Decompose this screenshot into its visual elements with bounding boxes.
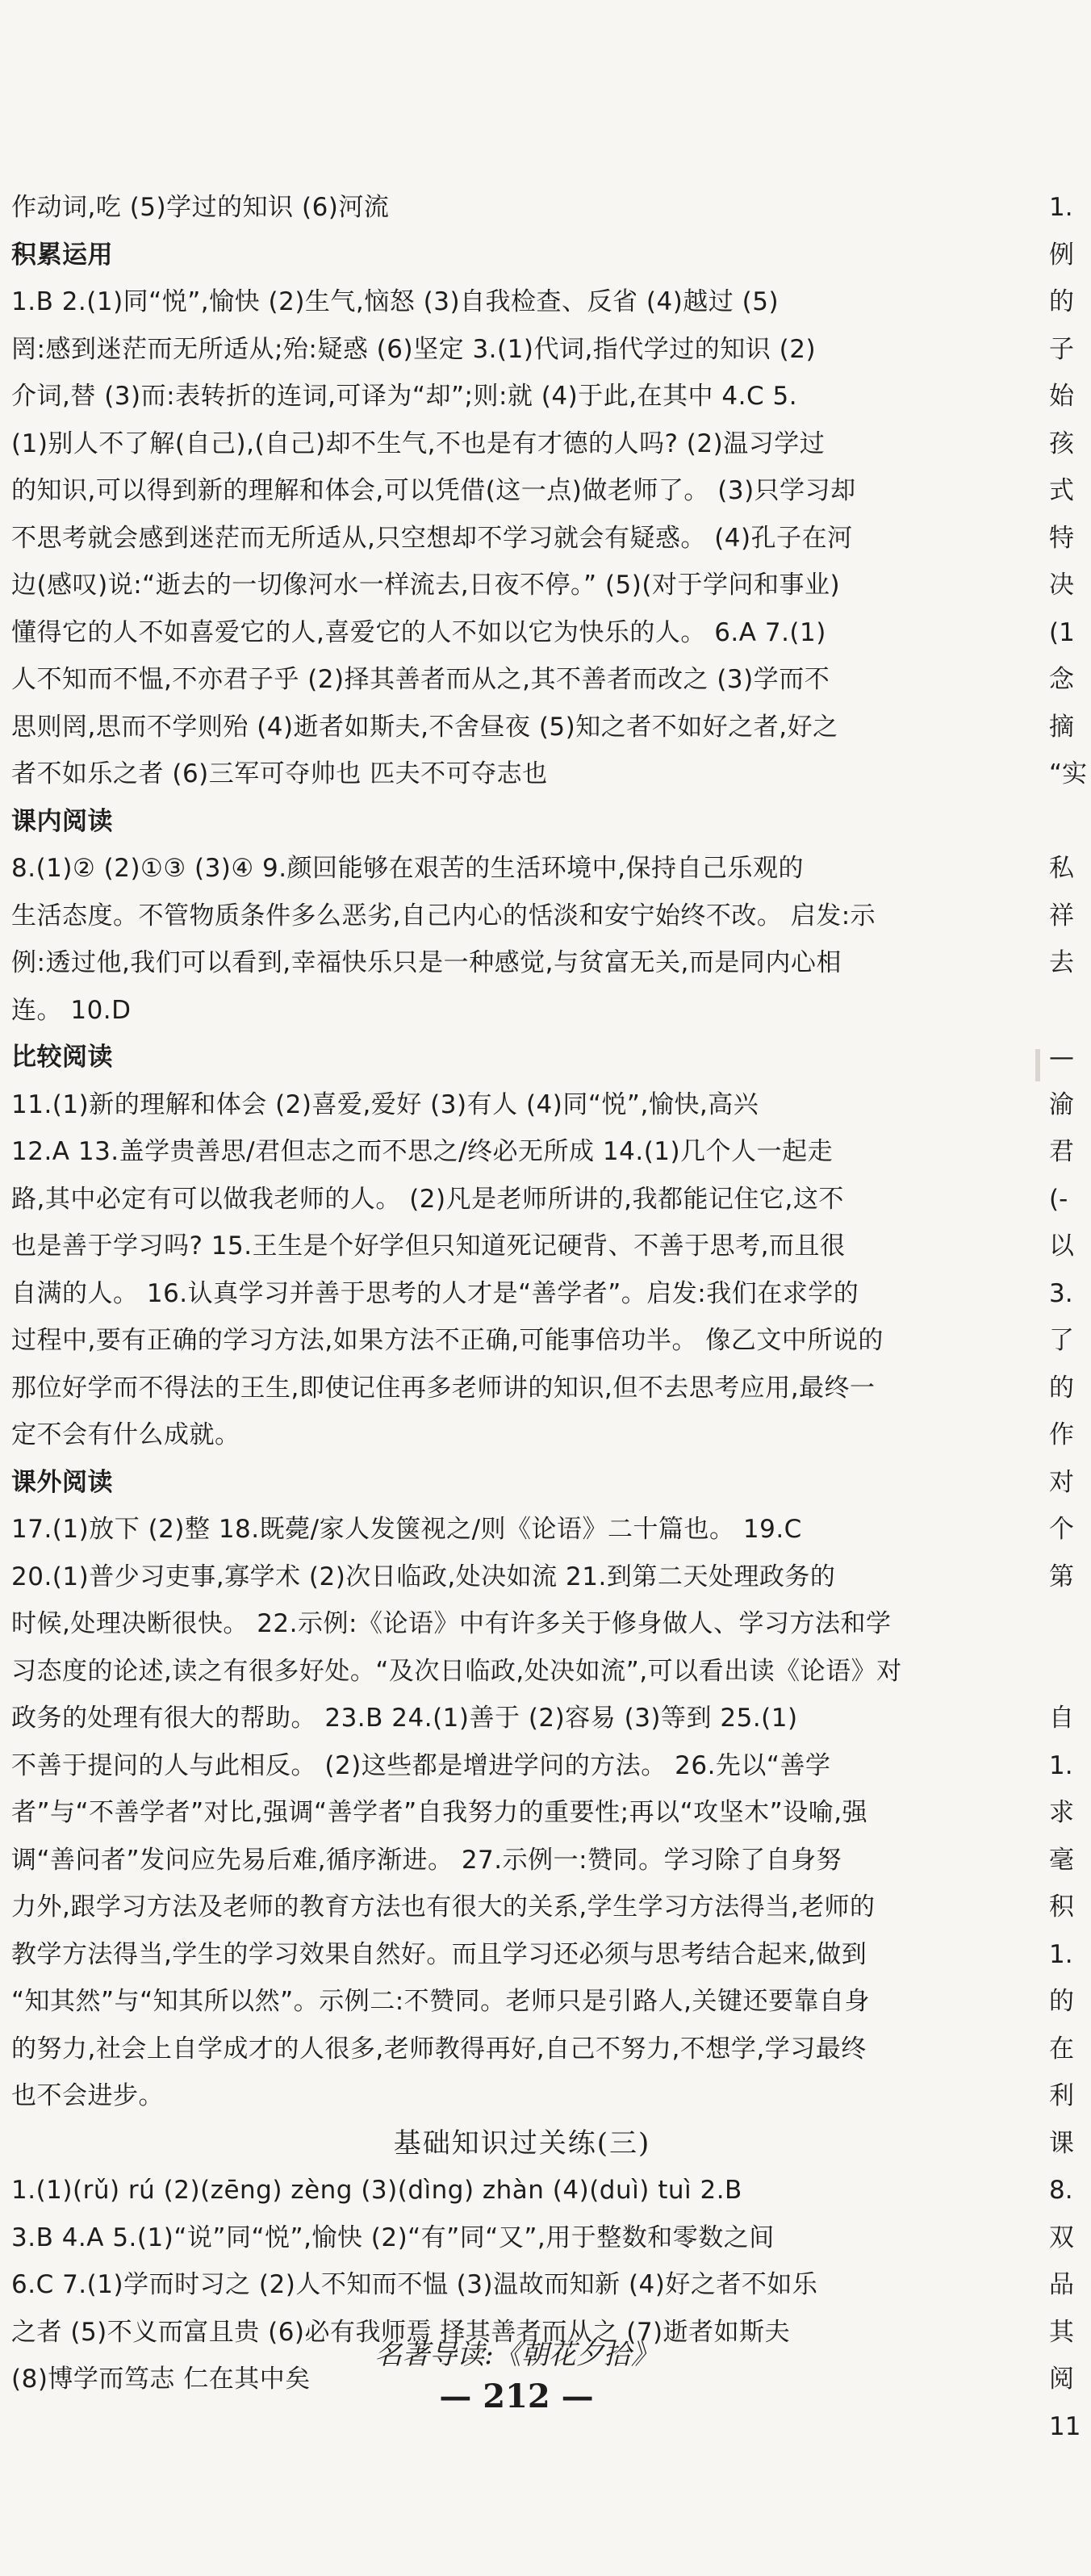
adjacent-page-fragment: 阅	[1049, 2365, 1074, 2394]
answer-line: 懂得它的人不如喜爱它的人,喜爱它的人不如以它为快乐的人。 6.A 7.(1)	[11, 617, 826, 647]
adjacent-page-fragment	[1049, 1600, 1091, 1648]
answer-line: “知其然”与“知其所以然”。示例二:不赞同。老师只是引路人,关键还要靠自身	[11, 1987, 871, 2016]
adjacent-page-fragment: 念	[1049, 665, 1074, 694]
adjacent-page-fragment: 第	[1049, 1562, 1074, 1591]
answer-line: 3.B 4.A 5.(1)“说”同“悦”,愉快 (2)“有”同“又”,用于整数和零数之间	[11, 2223, 775, 2252]
answer-line: 连。 10.D	[11, 995, 132, 1025]
answer-line: 17.(1)放下 (2)整 18.既薨/家人发箧视之/则《论语》二十篇也。 19.C	[11, 1515, 802, 1544]
adjacent-page-fragment: 的	[1049, 1373, 1074, 1403]
exercise-title: 基础知识过关练(三)	[393, 2126, 651, 2160]
adjacent-page-fragment: 11	[1049, 2411, 1081, 2441]
adjacent-page-fragment	[1049, 987, 1091, 1035]
answer-line: 介词,替 (3)而:表转折的连词,可译为“却”;则:就 (4)于此,在其中 4.C 5.	[11, 382, 798, 411]
adjacent-page-fragment: 祥	[1049, 901, 1074, 930]
answer-line: 作动词,吃 (5)学过的知识 (6)河流	[11, 193, 390, 222]
adjacent-page-fragment: 3.	[1049, 1278, 1073, 1308]
adjacent-page-fragment: 始	[1049, 382, 1074, 411]
answer-line: 例:透过他,我们可以看到,幸福快乐只是一种感觉,与贫富无关,而是同内心相	[11, 948, 842, 977]
answer-line: 教学方法得当,学生的学习效果自然好。而且学习还必须与思考结合起来,做到	[11, 1939, 867, 1969]
adjacent-page-fragment: 渝	[1049, 1089, 1074, 1119]
adjacent-page-fragment: (1	[1049, 617, 1075, 647]
adjacent-page-fragment: 其	[1049, 2317, 1074, 2347]
answer-line: 思则罔,思而不学则殆 (4)逝者如斯夫,不舍昼夜 (5)知之者不如好之者,好之	[11, 712, 838, 742]
adjacent-page-fragment: 求	[1049, 1798, 1074, 1827]
answer-line: 过程中,要有正确的学习方法,如果方法不正确,可能事倍功半。 像乙文中所说的	[11, 1326, 884, 1355]
adjacent-page-fragment: 以	[1049, 1232, 1074, 1261]
section-heading: 课外阅读	[11, 1467, 113, 1497]
footer-section-title: 名著导读:《朝花夕拾》	[374, 2339, 658, 2371]
adjacent-page-fragment: 8.	[1049, 2176, 1073, 2205]
page-number: — 212 —	[439, 2377, 594, 2415]
answer-line: 之者 (5)不义而富且贵 (6)必有我师焉 择其善者而从之 (7)逝者如斯夫	[11, 2317, 791, 2347]
answer-line: 那位好学而不得法的王生,即使记住再多老师讲的知识,但不去思考应用,最终一	[11, 1373, 876, 1403]
answer-line: 的努力,社会上自学成才的人很多,老师教得再好,自己不努力,不想学,学习最终	[11, 2034, 867, 2064]
answer-line: 8.(1)② (2)①③ (3)④ 9.颜回能够在艰苦的生活环境中,保持自己乐观的	[11, 854, 804, 883]
adjacent-page-fragment: 利	[1049, 2081, 1074, 2110]
adjacent-page-fragment: 的	[1049, 1987, 1074, 2016]
section-heading: 比较阅读	[11, 1043, 113, 1072]
adjacent-page-fragment: 孩	[1049, 429, 1074, 458]
answer-line: 6.C 7.(1)学而时习之 (2)人不知而不愠 (3)温故而知新 (4)好之者不如乐	[11, 2270, 818, 2299]
answer-line: 者”与“不善学者”对比,强调“善学者”自我努力的重要性;再以“攻坚木”设喻,强	[11, 1798, 868, 1827]
answer-line: 自满的人。 16.认真学习并善于思考的人才是“善学者”。启发:我们在求学的	[11, 1278, 859, 1308]
answer-line: 不思考就会感到迷茫而无所适从,只空想却不学习就会有疑惑。 (4)孔子在河	[11, 523, 853, 553]
adjacent-page-fragment: 式	[1049, 476, 1074, 505]
adjacent-page-fragment: 1.	[1049, 193, 1073, 222]
adjacent-page-fragment: (-	[1049, 1184, 1068, 1214]
adjacent-page-fragment: 毫	[1049, 1845, 1074, 1875]
adjacent-page-fragment: 决	[1049, 571, 1074, 600]
adjacent-page-fragment: —	[1049, 1043, 1074, 1072]
answer-line: 定不会有什么成就。	[11, 1420, 240, 1449]
adjacent-page-fragment: 作	[1049, 1420, 1074, 1449]
adjacent-page-fragment: 例	[1049, 240, 1074, 270]
adjacent-page-fragment: 在	[1049, 2034, 1074, 2064]
answer-line: 时候,处理决断很快。 22.示例:《论语》中有许多关于修身做人、学习方法和学	[11, 1609, 892, 1638]
answer-line: (8)博学而笃志 仁在其中矣	[11, 2365, 311, 2394]
adjacent-page-fragment: 子	[1049, 334, 1074, 364]
answer-line: 政务的处理有很大的帮助。 23.B 24.(1)善于 (2)容易 (3)等到 25.(1)	[11, 1704, 798, 1733]
adjacent-page-fragment: 对	[1049, 1467, 1074, 1497]
adjacent-page-fragment: 私	[1049, 854, 1074, 883]
answer-line: 20.(1)普少习吏事,寡学术 (2)次日临政,处决如流 21.到第二天处理政务的	[11, 1562, 836, 1591]
adjacent-page-fragment: 品	[1049, 2270, 1074, 2299]
answer-line: 12.A 13.盖学贵善思/君但志之而不思之/终必无所成 14.(1)几个人一起走	[11, 1137, 834, 1166]
section-heading: 积累运用	[11, 240, 113, 270]
adjacent-page-fragment	[1049, 1648, 1091, 1696]
answer-line: 1.B 2.(1)同“悦”,愉快 (2)生气,恼怒 (3)自我检查、反省 (4)越过 (5)	[11, 287, 780, 316]
answer-line: 人不知而不愠,不亦君子乎 (2)择其善者而从之,其不善者而改之 (3)学而不	[11, 665, 830, 694]
adjacent-page-fragment: 君	[1049, 1137, 1074, 1166]
adjacent-page-fragment: 自	[1049, 1704, 1074, 1733]
answer-line: 也不会进步。	[11, 2081, 164, 2110]
adjacent-page-fragment: “实	[1049, 759, 1088, 788]
answer-line: 11.(1)新的理解和体会 (2)喜爱,爱好 (3)有人 (4)同“悦”,愉快,高兴	[11, 1089, 759, 1119]
answer-line: 调“善问者”发问应先易后难,循序渐进。 27.示例一:赞同。学习除了自身努	[11, 1845, 842, 1875]
answer-line: 边(感叹)说:“逝去的一切像河水一样流去,日夜不停。” (5)(对于学问和事业)	[11, 571, 841, 600]
adjacent-page-fragment: 了	[1049, 1326, 1074, 1355]
adjacent-page-fragment: 特	[1049, 523, 1074, 553]
adjacent-page-fragment: 积	[1049, 1892, 1074, 1922]
adjacent-page-column	[1049, 184, 1091, 2450]
adjacent-page-fragment: 摘	[1049, 712, 1074, 742]
answer-line: 习态度的论述,读之有很多好处。“及次日临政,处决如流”,可以看出读《论语》对	[11, 1656, 902, 1686]
answer-line: 生活态度。不管物质条件多么恶劣,自己内心的恬淡和安宁始终不改。 启发:示	[11, 901, 876, 930]
adjacent-page-fragment: 课	[1049, 2128, 1074, 2158]
page-fold-mark	[1035, 1049, 1040, 1081]
answer-line: 的知识,可以得到新的理解和体会,可以凭借(这一点)做老师了。 (3)只学习却	[11, 476, 856, 505]
adjacent-page-fragment: 双	[1049, 2223, 1074, 2252]
adjacent-page-fragment: 1.	[1049, 1939, 1073, 1969]
answer-line: 者不如乐之者 (6)三军可夺帅也 匹夫不可夺志也	[11, 759, 548, 788]
answer-line: 1.(1)(rǔ) rú (2)(zēng) zèng (3)(dìng) zhàn (4)(duì) tuì 2.B	[11, 2176, 742, 2205]
answer-line: 力外,跟学习方法及老师的教育方法也有很大的关系,学生学习方法得当,老师的	[11, 1892, 876, 1922]
adjacent-page-fragment: 的	[1049, 287, 1074, 316]
answer-line: 不善于提问的人与此相反。 (2)这些都是增进学问的方法。 26.先以“善学	[11, 1750, 831, 1780]
answer-line: (1)别人不了解(自己),(自己)却不生气,不也是有才德的人吗? (2)温习学过	[11, 429, 826, 458]
answer-line: 也是善于学习吗? 15.王生是个好学但只知道死记硬背、不善于思考,而且很	[11, 1232, 846, 1261]
answer-line: 罔:感到迷茫而无所适从;殆:疑惑 (6)坚定 3.(1)代词,指代学过的知识 (2)	[11, 334, 817, 364]
answer-line: 路,其中必定有可以做我老师的人。 (2)凡是老师所讲的,我都能记住它,这不	[11, 1184, 844, 1214]
section-heading: 课内阅读	[11, 806, 113, 836]
adjacent-page-fragment: 个	[1049, 1515, 1074, 1544]
answer-column	[11, 184, 1033, 2403]
adjacent-page-fragment: 去	[1049, 948, 1074, 977]
adjacent-page-fragment: 1.	[1049, 1750, 1073, 1780]
adjacent-page-fragment	[1049, 798, 1091, 846]
